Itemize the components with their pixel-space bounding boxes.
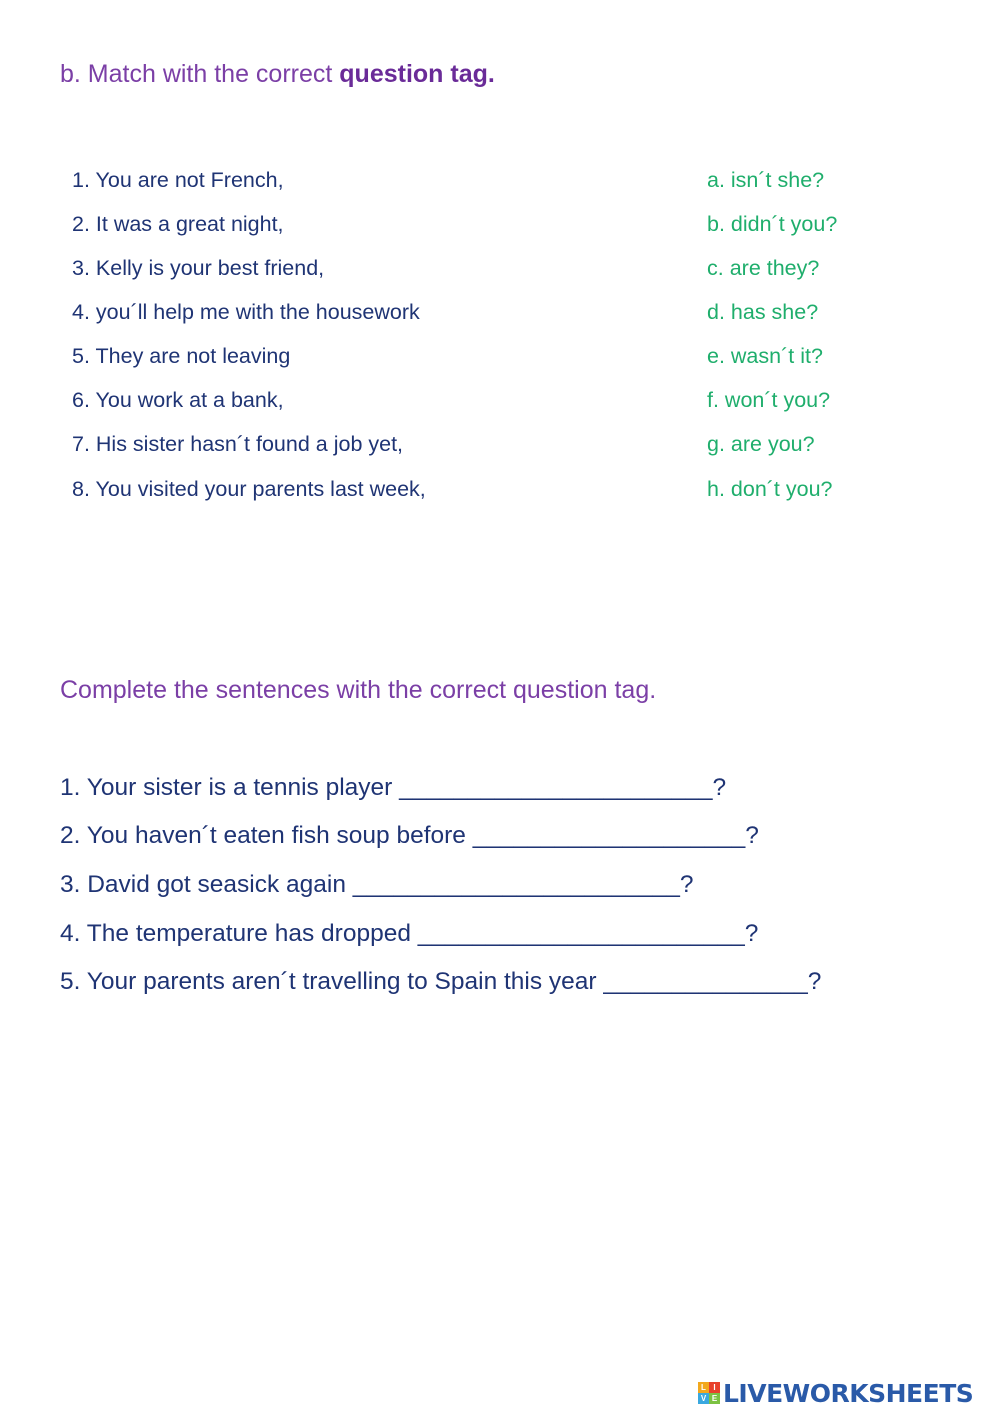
match-tag: h. don´t you?: [707, 477, 833, 501]
fill-in-sentence: 3. David got seasick again ________________________?: [60, 871, 694, 898]
match-row: [0, 300, 1000, 330]
match-row: [0, 168, 1000, 198]
liveworksheets-logo-icon: [698, 1382, 720, 1404]
fill-in-sentence: 2. You haven´t eaten fish soup before ____________________?: [60, 822, 759, 849]
match-stem: 4. you´ll help me with the housework: [72, 300, 420, 324]
fill-in-sentence: 5. Your parents aren´t travelling to Spain this year _______________?: [60, 968, 822, 995]
fill-in-sentence: 1. Your sister is a tennis player _______________________?: [60, 774, 727, 801]
match-stem: 3. Kelly is your best friend,: [72, 256, 325, 280]
match-stem: 8. You visited your parents last week,: [72, 477, 426, 501]
match-row: [0, 388, 1000, 418]
match-tag: f. won´t you?: [707, 388, 831, 412]
match-row: [0, 432, 1000, 462]
match-row: [0, 344, 1000, 374]
liveworksheets-wordmark: LIVEWORKSHEETS: [723, 1378, 974, 1408]
logo-letter: V: [698, 1393, 709, 1404]
match-row: [0, 212, 1000, 242]
match-tag: e. wasn´t it?: [707, 344, 823, 368]
match-stem: 6. You work at a bank,: [72, 388, 284, 412]
section-b-heading-emphasis: question tag.: [339, 60, 495, 88]
match-stem: 7. His sister hasn´t found a job yet,: [72, 432, 404, 456]
section-c-heading: Complete the sentences with the correct question tag.: [60, 676, 657, 704]
match-tag: d. has she?: [707, 300, 819, 324]
logo-letter: L: [698, 1382, 709, 1393]
match-stem: 5. They are not leaving: [72, 344, 291, 368]
logo-letter: I: [709, 1382, 720, 1393]
section-b-heading-prefix: b. Match with the correct: [60, 60, 340, 88]
match-tag: g. are you?: [707, 432, 815, 456]
match-stem: 2. It was a great night,: [72, 212, 284, 236]
match-tag: a. isn´t she?: [707, 168, 825, 192]
match-row: [0, 477, 1000, 507]
logo-letter: E: [709, 1393, 720, 1404]
match-tag: c. are they?: [707, 256, 820, 280]
match-row: [0, 256, 1000, 286]
section-b-heading: [60, 60, 495, 89]
match-stem: 1. You are not French,: [72, 168, 284, 192]
fill-in-sentence: 4. The temperature has dropped ________________________?: [60, 920, 759, 947]
match-tag: b. didn´t you?: [707, 212, 838, 236]
liveworksheets-brand: [698, 1378, 973, 1408]
